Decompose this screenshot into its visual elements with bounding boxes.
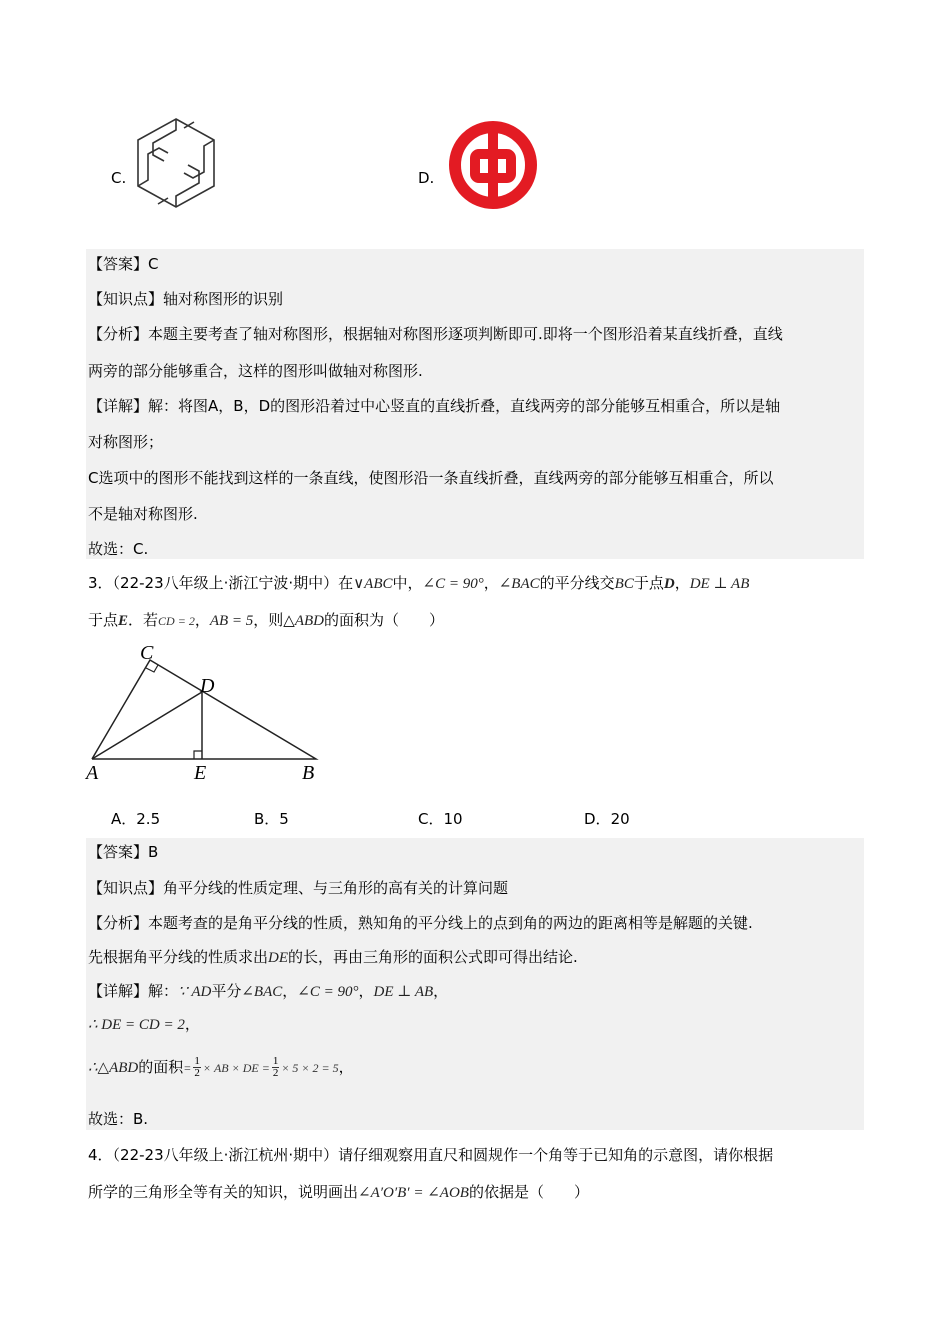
option-d-label: D. (418, 169, 435, 187)
analysis-text: 本题主要考查了轴对称图形，根据轴对称图形逐项判断即可.即将一个图形沿着某直线折叠，直线 (148, 325, 783, 343)
area-expr-end: × 5 × 2 = 5 (281, 1061, 339, 1075)
label-a: A (86, 762, 99, 784)
segment-de-expr: DE (268, 950, 289, 966)
q3-conclusion: 故选：B. (88, 1110, 149, 1128)
angle-c-expr: ∠C = 90° (297, 984, 359, 1000)
detail-tag: 【详解】 (88, 982, 149, 1000)
label-b: B (302, 762, 315, 784)
stem-text: ，则△ (253, 611, 295, 629)
choice-c[interactable] (418, 808, 463, 829)
fraction-half (272, 1056, 280, 1079)
point-d: D (663, 576, 675, 592)
q3-detail-line-3 (88, 1056, 354, 1079)
stem-text: 的平分线交 (539, 574, 615, 592)
q2-detail-line-4: 不是轴对称图形. (88, 505, 198, 523)
q2-knowledge-line (88, 288, 283, 310)
stem-text: 中， (392, 574, 423, 592)
angle-bac-expr: ∠BAC (498, 576, 540, 592)
frac-num: 1 (272, 1055, 279, 1067)
frac-num: 1 (194, 1055, 200, 1067)
choice-a[interactable] (111, 808, 160, 829)
cd-value-expr: CD = 2 (158, 614, 195, 628)
choice-value: 20 (610, 810, 630, 828)
ad-expr: ∵ AD (178, 984, 212, 1000)
q2-analysis-line-1 (88, 323, 783, 345)
q3-detail-line-1 (88, 980, 448, 1003)
area-expr-mid: × AB × DE = (202, 1061, 270, 1075)
label-d: D (200, 675, 215, 697)
choice-b[interactable] (254, 808, 289, 829)
detail-text: ， (358, 982, 374, 1000)
answer-tag: 【答案】 (88, 843, 149, 861)
stem-text: ， (483, 574, 499, 592)
knowledge-text: 轴对称图形的识别 (163, 290, 284, 308)
frac-den: 2 (272, 1067, 279, 1079)
de-perp-ab-expr: DE ⊥ AB (373, 984, 434, 1000)
choice-label: A． (111, 810, 137, 828)
q4-stem-line-2 (88, 1181, 589, 1204)
angle-c-expr: ∠C = 90° (422, 576, 484, 592)
hexagon-swirl-logo-icon (134, 116, 218, 210)
fraction-half (193, 1056, 201, 1079)
stem-text: 的面积为（ ） (324, 611, 445, 629)
q2-answer-line (88, 253, 159, 275)
choice-label: C． (418, 810, 444, 828)
answer-value: B (148, 843, 159, 861)
detail-text: 平分 (211, 982, 242, 1000)
q3-stem-line-2 (88, 609, 444, 632)
q3-knowledge-line (88, 877, 508, 899)
label-c: C (140, 642, 154, 664)
choice-label: B． (254, 810, 280, 828)
angle-bac-expr: ∠BAC (241, 984, 283, 1000)
stem-text: 在 (338, 574, 354, 592)
q2-detail-line-2: 对称图形； (88, 433, 164, 451)
stem-text: 所学的三角形全等有关的知识，说明画出 (88, 1183, 359, 1201)
question-number: 4． (88, 1146, 113, 1164)
stem-text: 请仔细观察用直尺和圆规作一个角等于已知角的示意图，请你根据 (338, 1146, 774, 1164)
q4-stem-line-1 (88, 1144, 773, 1166)
q2-conclusion: 故选：C. (88, 540, 149, 558)
q3-stem-line-1 (88, 572, 749, 595)
analysis-tag: 【分析】 (88, 325, 149, 343)
right-angle-c-mark (146, 665, 158, 672)
analysis-tag: 【分析】 (88, 914, 149, 932)
detail-text: ， (338, 1058, 354, 1076)
q3-analysis-line-2 (88, 946, 578, 969)
knowledge-tag: 【知识点】 (88, 290, 164, 308)
triangle-abc: ∨ABC (353, 576, 393, 592)
option-c-label: C. (111, 169, 127, 187)
q3-answer-line (88, 841, 158, 863)
q2-detail-line-3: C选项中的图形不能找到这样的一条直线，使图形沿一条直线折叠，直线两旁的部分能够互相重合，所以 (88, 469, 774, 487)
q2-analysis-line-2: 两旁的部分能够重合，这样的图形叫做轴对称图形. (88, 362, 423, 380)
choice-d[interactable] (584, 808, 630, 829)
label-e: E (194, 762, 207, 784)
stem-text: ， (194, 611, 210, 629)
question-number: 3． (88, 574, 113, 592)
right-angle-e-mark (194, 751, 202, 759)
bank-of-china-logo-icon (447, 120, 539, 210)
detail-text: 解： (148, 982, 179, 1000)
stem-text: 于点 (633, 574, 664, 592)
stem-text: 的依据是（ ） (468, 1183, 589, 1201)
point-e: E (118, 613, 129, 629)
q3-detail-line-2 (88, 1013, 200, 1036)
detail-text: 解：将图A，B，D的图形沿着过中心竖直的直线折叠，直线两旁的部分能够互相重合，所以是轴 (148, 397, 781, 415)
detail-text: ， (282, 982, 298, 1000)
choice-label: D． (584, 810, 611, 828)
knowledge-text: 角平分线的性质定理、与三角形的高有关的计算问题 (163, 879, 509, 897)
question-source: （22-23八年级上·浙江宁波·期中） (112, 574, 339, 592)
de-perp-ab-expr: DE ⊥ AB (689, 576, 750, 592)
detail-text: ， (433, 982, 449, 1000)
segment-bc: BC (614, 576, 634, 592)
detail-text: ， (184, 1015, 200, 1033)
choice-value: 10 (443, 810, 463, 828)
de-equals-expr: ∴ DE = CD = 2 (88, 1017, 185, 1033)
analysis-text: 的长，再由三角形的面积公式即可得出结论. (288, 948, 578, 966)
segment-ad (92, 692, 202, 759)
angle-equality-expr: ∠A′O′B′ = ∠AOB (358, 1185, 469, 1201)
analysis-text: 先根据角平分线的性质求出 (88, 948, 269, 966)
answer-value: C (148, 255, 159, 273)
q2-detail-line-1 (88, 395, 780, 417)
analysis-text: 本题考查的是角平分线的性质，熟知角的平分线上的点到角的两边的距离相等是解题的关键. (148, 914, 753, 932)
q3-analysis-line-1 (88, 912, 753, 934)
equals-sign: = (183, 1061, 192, 1075)
knowledge-tag: 【知识点】 (88, 879, 164, 897)
answer-tag: 【答案】 (88, 255, 149, 273)
detail-tag: 【详解】 (88, 397, 149, 415)
choice-value: 5 (279, 810, 289, 828)
stem-text: 于点 (88, 611, 119, 629)
triangle-abd: ABD (294, 613, 325, 629)
stem-text: ．若 (128, 611, 159, 629)
frac-den: 2 (194, 1067, 200, 1079)
detail-text: 的面积 (138, 1058, 184, 1076)
q3-triangle-figure (84, 640, 324, 785)
choice-value: 2.5 (136, 810, 161, 828)
triangle-abd-expr: ∴△ABD (88, 1060, 139, 1076)
question-source: （22-23八年级上·浙江杭州·期中） (112, 1146, 339, 1164)
stem-text: ， (674, 574, 690, 592)
ab-value-expr: AB = 5 (209, 613, 254, 629)
